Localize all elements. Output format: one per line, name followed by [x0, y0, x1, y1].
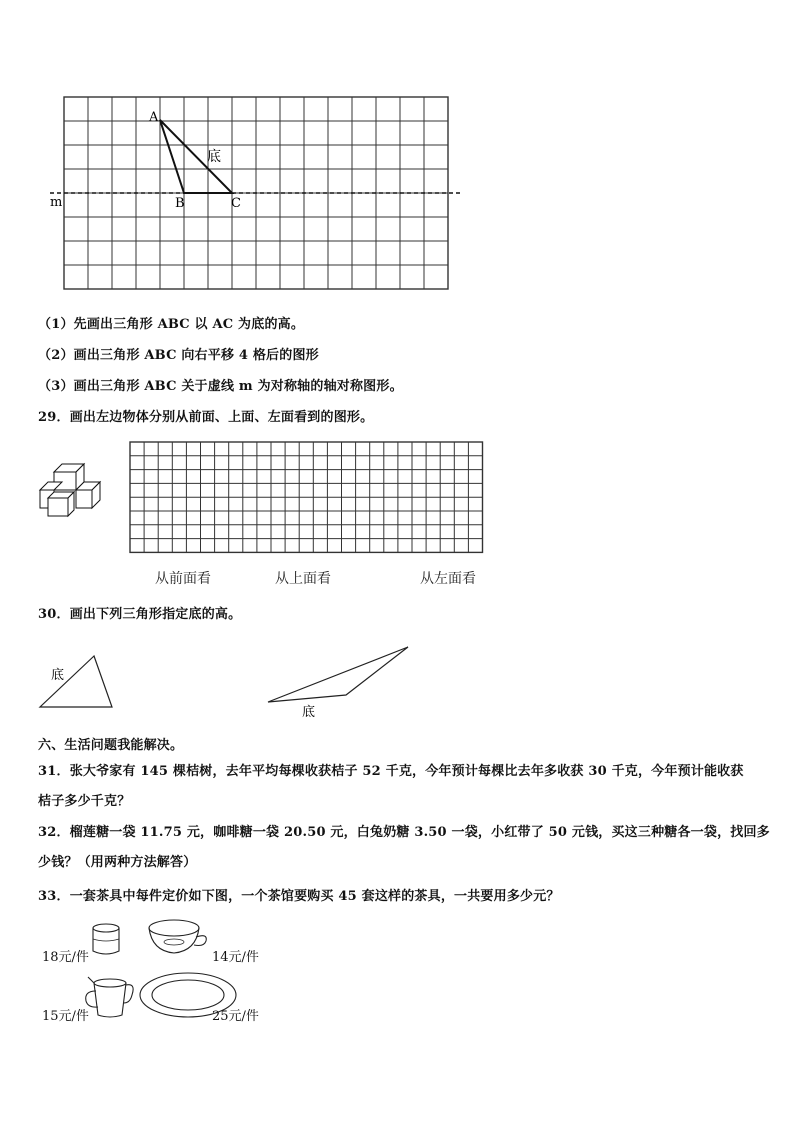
caption-top-view: 从上面看: [275, 571, 331, 587]
triangle-1-base-label: 底: [51, 668, 65, 683]
bowl-icon: [149, 920, 206, 953]
price-plate: 25元/件: [212, 1009, 259, 1024]
point-a-label: A: [149, 110, 159, 125]
triangle-2: [268, 647, 408, 702]
q32-line-2: 少钱？（用两种方法解答）: [38, 855, 197, 870]
pitcher-icon: [86, 977, 133, 1017]
q32-line-1: 32．榴莲糖一袋 11.75 元，咖啡糖一袋 20.50 元，白兔奶糖 3.50 一袋，小红带了 50 元钱，买这三种糖各一袋，找回多: [38, 825, 770, 840]
q30-triangles: [0, 640, 794, 725]
point-c-label: C: [231, 196, 241, 211]
section-6-title: 六、生活问题我能解决。: [38, 738, 184, 753]
q29-question: 29．画出左边物体分别从前面、上面、左面看到的图形。: [38, 410, 374, 425]
point-b-label: B: [175, 196, 185, 211]
q28-grid-figure: [0, 0, 794, 300]
caption-front-view: 从前面看: [155, 571, 211, 587]
q31-line-2: 桔子多少千克？: [38, 794, 131, 809]
q30-question: 30．画出下列三角形指定底的高。: [38, 607, 242, 622]
price-bowl: 14元/件: [212, 950, 259, 965]
q28-task-1: （1）先画出三角形 ABC 以 AC 为底的高。: [38, 317, 305, 332]
price-pitcher: 15元/件: [42, 1009, 89, 1024]
q28-task-2: （2）画出三角形 ABC 向右平移 4 格后的图形: [38, 348, 319, 363]
cup-icon: [93, 924, 119, 954]
cube-stack-figure: [36, 462, 106, 518]
triangle-2-base-label: 底: [302, 705, 316, 720]
q28-task-3: （3）画出三角形 ABC 关于虚线 m 为对称轴的轴对称图形。: [38, 379, 403, 394]
q33-question: 33．一套茶具中每件定价如下图，一个茶馆要购买 45 套这样的茶具，一共要用多少元？: [38, 889, 560, 904]
axis-m-label: m: [50, 195, 63, 210]
q29-drawing-grid: [128, 438, 488, 556]
price-cup: 18元/件: [42, 950, 89, 965]
triangle-abc: [160, 120, 232, 193]
q31-line-1: 31．张大爷家有 145 棵桔树，去年平均每棵收获桔子 52 千克，今年预计每棵比去年多收获 30 千克，今年预计能收获: [38, 764, 744, 779]
base-label-q28: 底: [207, 149, 221, 165]
caption-left-view: 从左面看: [420, 571, 476, 587]
